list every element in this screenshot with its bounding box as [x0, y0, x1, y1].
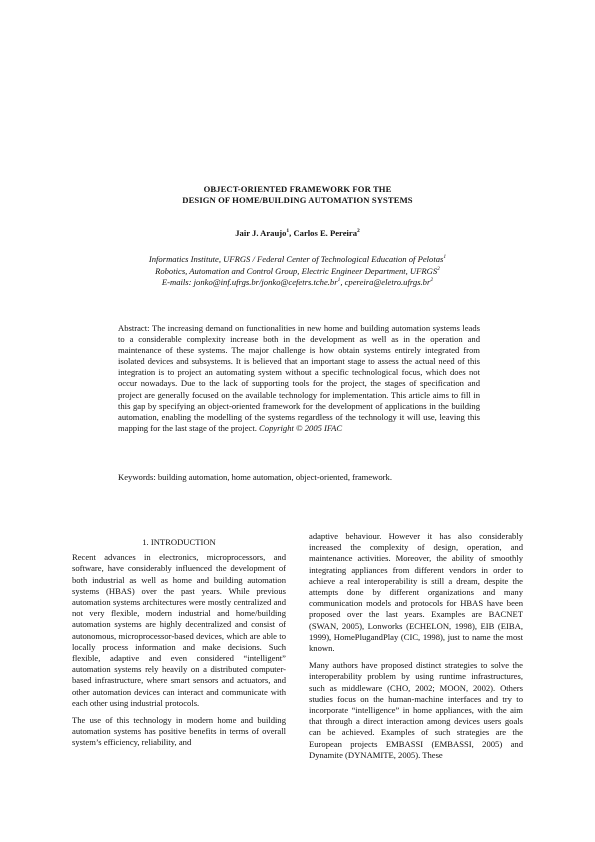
- paper-title: [0, 184, 595, 206]
- intro-paragraph-3: adaptive behaviour. However it has also considerably increased the complexity of design, operation, and maintenance activities. Moreover, the ability of smoothly integrating appliances from different vendors in order to achieve a real interoperability is still a dream, despite the attempts done by different organizations and many communication models and protocols for HBAS have been proposed over the last years. Examples are BACNET (SWAN, 2005), Lonworks (ECHELON, 1998), EIB (EIBA, 1999), HomePlugandPlay (CIC, 1998), just to name the most known.: [309, 531, 523, 654]
- affiliation-1-mark: 1: [443, 254, 447, 260]
- left-column: [72, 531, 286, 755]
- section-heading-introduction: 1. INTRODUCTION: [142, 537, 216, 547]
- affiliation-2-mark: 2: [437, 265, 440, 272]
- author-list: [0, 228, 595, 239]
- keywords: Keywords: building automation, home automation, object-oriented, framework.: [118, 472, 392, 482]
- affiliation-2-text: Robotics, Automation and Control Group, Electric Engineer Department, UFRGS: [155, 265, 438, 276]
- copyright-notice: Copyright © 2005 IFAC: [259, 422, 343, 433]
- email-2-mark: 2: [430, 277, 434, 284]
- email-2: , cpereira@eletro.ufrgs.br: [340, 277, 431, 288]
- title-line-1: OBJECT-ORIENTED FRAMEWORK FOR THE: [203, 184, 392, 194]
- intro-paragraph-1: Recent advances in electronics, microprocessors, and software, have considerably influenced the development of both industrial as well as home and building automation systems (HBAS) over the past years. While previous automation systems architectures were mostly centralized and not very flexible, modern industrial and home/building automation systems are highly decentralized and consist of autonomous, microprocessor-based devices, which are able to locally process information and make decisions. Such flexible, adaptive and even considered “intelligent” automation systems rely heavily on a distributed computer-based infrastructure, where smart sensors and actuators, and other automation devices can interact and communicate with each other using industrial protocols.: [72, 552, 286, 708]
- author-2: Carlos E. Pereira: [293, 228, 358, 238]
- email-line: [0, 277, 595, 289]
- author-1-affil-mark: 1: [286, 228, 290, 234]
- abstract-text: Abstract: The increasing demand on functionalities in new home and building automation systems leads to a considerable complexity increase both in the development as well as in the operation and maintenance of these systems. The major challenge is how obtain systems entirely integrated from isolated devices and subsystems. It is believed that an important stage to assess the actual need of this integration is to project an automating system without a specific technological focus, which does not occur nowadays. Due to the lack of supporting tools for the project, the stages of specification and project are generally focused on the available technology for implementation. This article aims to fill in this gap by specifying an object-oriented framework for the development of applications in the building automation, enabling the modelling of the systems regardless of the technology it will use, leaving this mapping for the last stage of the project.: [118, 323, 480, 433]
- affiliations: [0, 254, 595, 289]
- intro-paragraph-4: Many authors have proposed distinct strategies to solve the interoperability problem by using runtime infrastructures, such as middleware (CHO, 2002; MOON, 2002). Others studies focus on the human-machine interfaces and try to incorporate “intelligence” in home appliances, with the aim that through a direct interaction among devices users goals can be achieved. Examples of such strategies are the European projects EMBASSI (EMBASSI, 2005) and Dynamite (DYNAMITE, 2005). These: [309, 660, 523, 760]
- abstract: [118, 323, 480, 434]
- affiliation-2: [0, 266, 595, 278]
- title-line-2: DESIGN OF HOME/BUILDING AUTOMATION SYSTEMS: [182, 195, 413, 205]
- author-1: Jair J. Araujo: [235, 228, 287, 238]
- email-1-mark: 1: [337, 277, 341, 284]
- author-2-affil-mark: 2: [357, 228, 360, 234]
- right-column: [309, 531, 523, 767]
- affiliation-1-text: Informatics Institute, UFRGS / Federal Center of Technological Education of Pelotas: [148, 254, 444, 264]
- intro-paragraph-2: The use of this technology in modern home and building automation systems has positive benefits in terms of overall system’s efficiency, reliability, and: [72, 715, 286, 748]
- affiliation-1: [0, 254, 595, 266]
- author-separator: ,: [289, 228, 294, 238]
- email-1: E-mails: jonko@inf.ufrgs.br/jonko@cefetrs.tche.br: [161, 277, 338, 288]
